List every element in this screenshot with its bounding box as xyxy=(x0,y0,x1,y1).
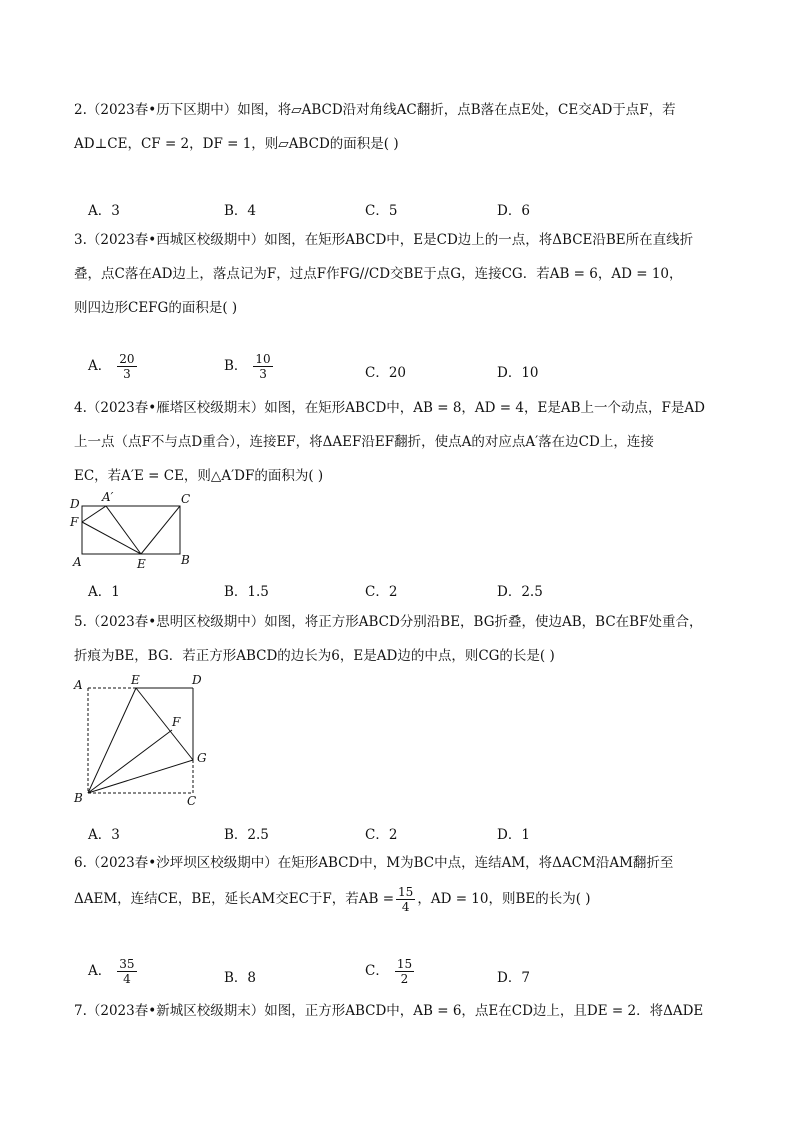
fraction: $\frac{15}{4}$ xyxy=(398,885,414,914)
question-5 xyxy=(74,605,724,673)
question-text-line: AD⊥CE，CF = 2，DF = 1，则▱ABCD的面积是( ) xyxy=(74,136,399,152)
question-2 xyxy=(74,93,724,161)
question-text-line: 2.（2023春•历下区期中）如图，将▱ABCD沿对角线AC翻折，点B落在点E处，CE交AD于点F，若 xyxy=(74,102,676,118)
option-a: A．1 xyxy=(88,584,120,600)
option-b: B． $\frac{10}{3}$ xyxy=(224,352,271,381)
option-d: D．10 xyxy=(497,365,539,381)
option-d: D．6 xyxy=(497,203,530,219)
label-a-prime: A′ xyxy=(102,490,114,504)
question-text-line: EC，若A′E = CE，则△A′DF的面积为( ) xyxy=(74,468,324,484)
question-text-line: ΔAEM，连结CE，BE，延长AM交EC于F，若AB = $\frac{15}{4}$ ，AD = 10，则BE的长为( ) xyxy=(74,885,591,914)
question-text-line: 6.（2023春•沙坪坝区校级期中）在矩形ABCD中，M为BC中点，连结AM，将ΔACM沿AM翻折至 xyxy=(74,855,674,871)
option-a: A． $\frac{35}{4}$ xyxy=(88,957,135,986)
label-c: C xyxy=(187,794,197,808)
label-b: B xyxy=(74,791,83,805)
label-d: D xyxy=(192,673,202,687)
question-7 xyxy=(74,994,724,1028)
option-c: C．2 xyxy=(365,584,398,600)
question-text-line: 则四边形CEFG的面积是( ) xyxy=(74,300,238,316)
option-c: C． $\frac{15}{2}$ xyxy=(365,957,413,986)
option-b: B．8 xyxy=(224,970,257,986)
label-f: F xyxy=(172,715,181,729)
option-b: B．2.5 xyxy=(224,827,269,843)
option-a: A．3 xyxy=(88,827,120,843)
option-b: B．1.5 xyxy=(224,584,269,600)
label-g: G xyxy=(197,751,207,765)
question-text-line: 上一点（点F不与点D重合），连接EF，将ΔAEF沿EF翻折，使点A的对应点A′落在边CD上，连接 xyxy=(74,434,654,450)
question-text-line: 4.（2023春•雁塔区校级期末）如图，在矩形ABCD中，AB = 8，AD = 4，E是AB上一个动点，F是AD xyxy=(74,400,705,416)
question-text-line: 7.（2023春•新城区校级期末）如图，正方形ABCD中，AB = 6，点E在CD边上，且DE = 2．将ΔADE xyxy=(74,1003,704,1019)
fraction: $\frac{20}{3}$ xyxy=(119,352,135,381)
label-d: D xyxy=(70,497,80,511)
option-a: A．3 xyxy=(88,203,120,219)
fraction: $\frac{35}{4}$ xyxy=(119,957,135,986)
fraction: $\frac{10}{3}$ xyxy=(255,352,271,381)
label-b: B xyxy=(181,553,190,567)
option-d: D．1 xyxy=(497,827,530,843)
option-c: C．20 xyxy=(365,365,407,381)
question-4 xyxy=(74,391,724,493)
label-e: E xyxy=(131,673,140,687)
question-text-line: 叠，点C落在AD边上，落点记为F，过点F作FG//CD交BE于点G，连接CG．若AB = 6，AD = 10， xyxy=(74,266,683,282)
label-a: A xyxy=(73,555,82,569)
question-3 xyxy=(74,223,724,325)
option-a: A． $\frac{20}{3}$ xyxy=(88,352,135,381)
rectangle-fold-figure xyxy=(66,488,196,572)
option-d: D．7 xyxy=(497,970,530,986)
option-c: C．2 xyxy=(365,827,398,843)
fraction: $\frac{15}{2}$ xyxy=(396,957,413,986)
question-text-line: 3.（2023春•西城区校级期中）如图，在矩形ABCD中，E是CD边上的一点，将ΔBCE沿BE所在直线折 xyxy=(74,232,694,248)
option-b: B．4 xyxy=(224,203,257,219)
question-text-line: 折痕为BE，BG．若正方形ABCD的边长为6，E是AD边的中点，则CG的长是( ) xyxy=(74,648,555,664)
label-a: A xyxy=(74,678,83,692)
question-6 xyxy=(74,846,724,918)
label-f: F xyxy=(70,515,79,529)
label-e: E xyxy=(137,557,146,571)
square-fold-figure xyxy=(66,672,214,808)
question-text-line: 5.（2023春•思明区校级期中）如图，将正方形ABCD分别沿BE，BG折叠，使边AB，BC在BF处重合， xyxy=(74,614,703,630)
option-d: D．2.5 xyxy=(497,584,543,600)
option-c: C．5 xyxy=(365,203,398,219)
label-c: C xyxy=(181,492,191,506)
